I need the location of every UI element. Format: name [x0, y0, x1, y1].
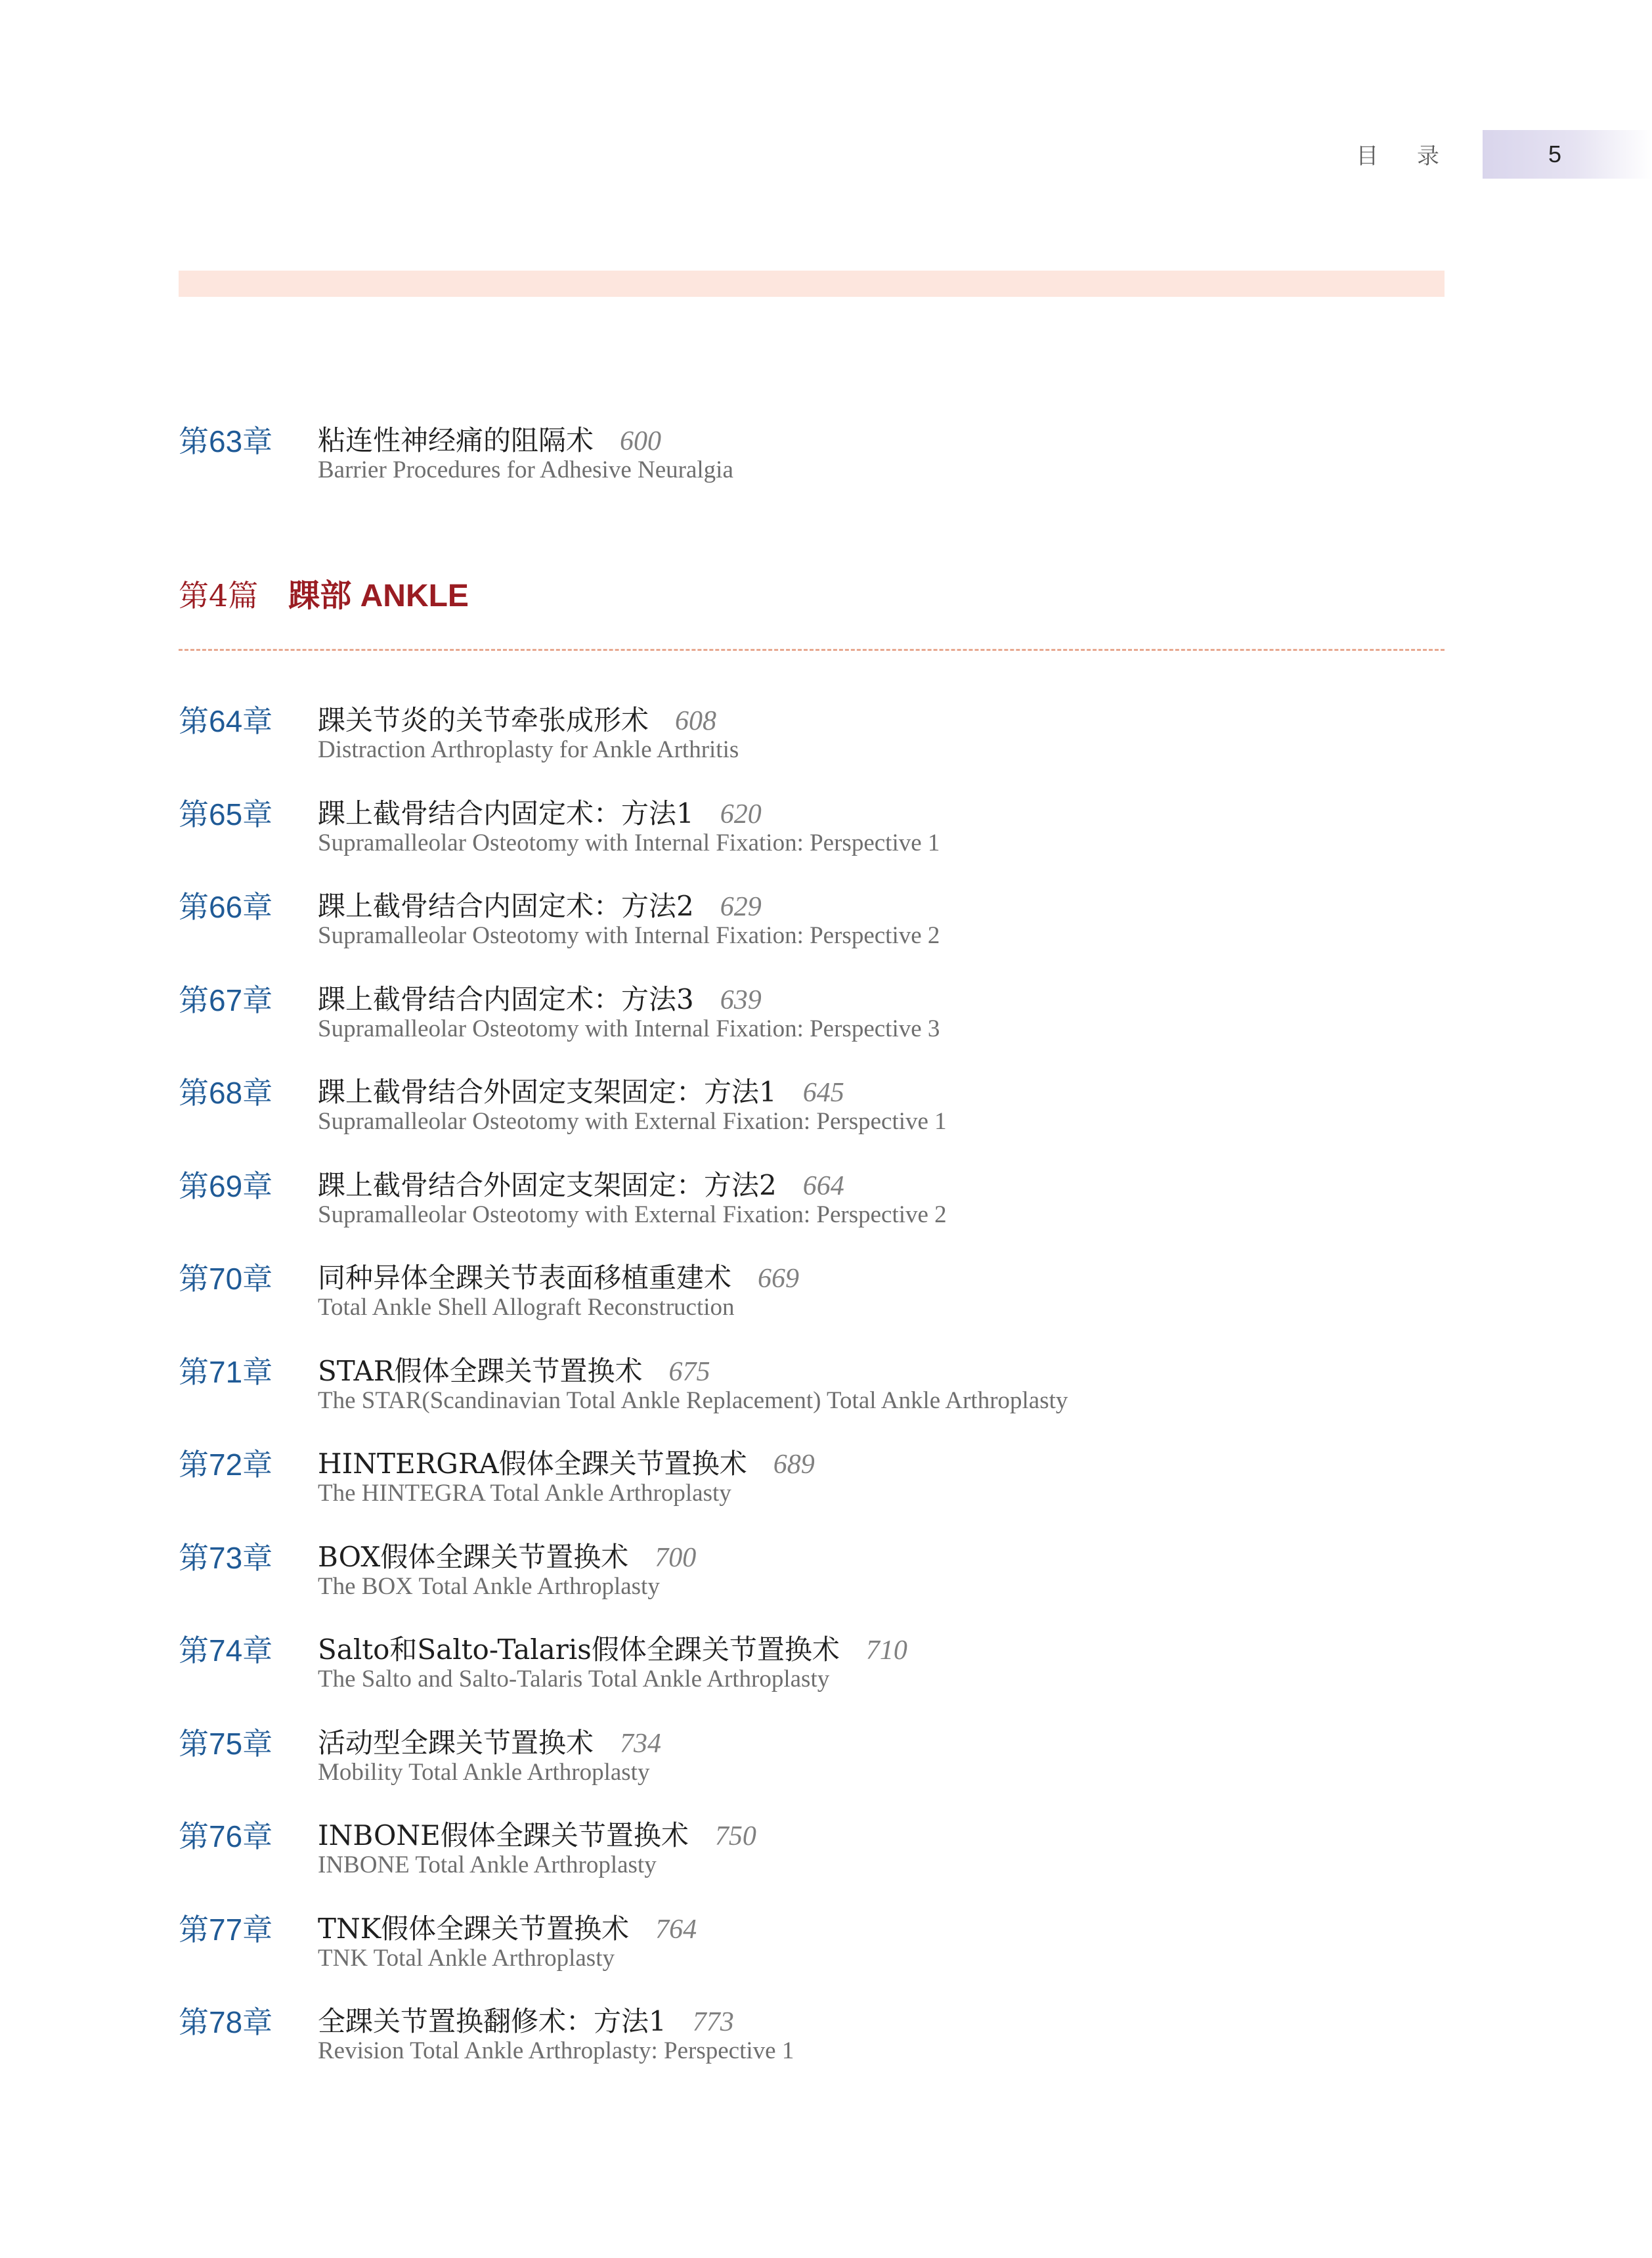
chapter-number: 第76章: [179, 1819, 273, 1853]
chapter-title: 粘连性神经痛的阻隔术: [318, 424, 594, 456]
chapter-title-line: [318, 1721, 661, 1761]
toc-entry[interactable]: [179, 1069, 1426, 1148]
chapter-number: 第73章: [179, 1541, 273, 1575]
chapter-title-line: [318, 699, 716, 738]
chapter-title-line: [318, 792, 762, 831]
chapter-title: Salto和Salto-Talaris假体全踝关节置换术: [318, 1633, 840, 1666]
chapter-title: STAR假体全踝关节置换术: [318, 1355, 643, 1387]
toc-entry[interactable]: [179, 1441, 1426, 1520]
chapter-subtitle: The HINTEGRA Total Ankle Arthroplasty: [318, 1480, 731, 1507]
chapter-title-line: [318, 1256, 799, 1296]
chapter-title-line: [318, 1628, 907, 1668]
toc-entry[interactable]: [179, 1255, 1426, 1334]
chapter-title: BOX假体全踝关节置换术: [318, 1541, 629, 1573]
chapter-title-line: [318, 1071, 844, 1110]
page-reference: 600: [620, 426, 662, 456]
chapter-title: 活动型全踝关节置换术: [318, 1727, 594, 1759]
chapter-number: 第66章: [179, 890, 273, 924]
toc-entry[interactable]: [179, 1348, 1426, 1427]
chapter-subtitle: The BOX Total Ankle Arthroplasty: [318, 1573, 660, 1600]
page-reference: 629: [720, 892, 762, 922]
chapter-number: 第74章: [179, 1633, 273, 1668]
chapter-subtitle: Mobility Total Ankle Arthroplasty: [318, 1759, 650, 1786]
chapter-number: 第69章: [179, 1169, 273, 1203]
header-title: 目 录: [1356, 143, 1455, 169]
chapter-title-line: [318, 2000, 734, 2039]
chapter-number: 第77章: [179, 1913, 273, 1947]
chapter-number: 第65章: [179, 797, 273, 831]
chapter-subtitle: INBONE Total Ankle Arthroplasty: [318, 1851, 657, 1878]
part-title: 踝部 ANKLE: [288, 579, 469, 613]
toc-entry[interactable]: [179, 977, 1426, 1055]
chapter-title-line: [318, 1442, 815, 1482]
chapter-title-line: [318, 1907, 697, 1947]
toc-entry[interactable]: [179, 418, 1426, 497]
chapter-number: 第70章: [179, 1262, 273, 1296]
chapter-title-line: [318, 978, 762, 1017]
chapter-subtitle: TNK Total Ankle Arthroplasty: [318, 1945, 615, 1972]
page-reference: 700: [655, 1543, 697, 1573]
chapter-number: 第75章: [179, 1727, 273, 1761]
page-reference: 764: [655, 1915, 697, 1945]
page-header: [0, 0, 1652, 197]
chapter-title: 踝上截骨结合内固定术：方法3: [318, 983, 694, 1015]
toc-entry[interactable]: [179, 791, 1426, 870]
chapter-subtitle: Supramalleolar Osteotomy with External Fixation: Perspective 1: [318, 1108, 947, 1135]
chapter-subtitle: The STAR(Scandinavian Total Ankle Replacement) Total Ankle Arthroplasty: [318, 1387, 1068, 1414]
chapter-title: 踝上截骨结合外固定支架固定：方法2: [318, 1169, 777, 1201]
page-reference: 710: [865, 1635, 907, 1666]
part-label: 第4篇: [179, 578, 259, 613]
chapter-title: 踝上截骨结合外固定支架固定：方法1: [318, 1076, 777, 1108]
toc-entry[interactable]: [179, 1906, 1426, 1985]
chapter-title: 全踝关节置换翻修术：方法1: [318, 2005, 666, 2037]
chapter-title: 踝上截骨结合内固定术：方法2: [318, 890, 694, 922]
chapter-title: INBONE假体全踝关节置换术: [318, 1819, 689, 1851]
chapter-title: 同种异体全踝关节表面移植重建术: [318, 1262, 732, 1294]
toc-entry[interactable]: [179, 1999, 1426, 2077]
chapter-subtitle: The Salto and Salto-Talaris Total Ankle Arthroplasty: [318, 1666, 830, 1693]
chapter-subtitle: Revision Total Ankle Arthroplasty: Perspective 1: [318, 2037, 794, 2064]
chapter-title-line: [318, 1814, 756, 1853]
chapter-subtitle: Distraction Arthroplasty for Ankle Arthritis: [318, 736, 739, 763]
page-reference: 620: [720, 799, 762, 830]
page-reference: 645: [802, 1078, 844, 1108]
page-number: 5: [1548, 141, 1562, 167]
chapter-title: 踝关节炎的关节牵张成形术: [318, 704, 649, 736]
chapter-number: 第78章: [179, 2005, 273, 2039]
toc-entry[interactable]: [179, 1627, 1426, 1706]
page-reference: 664: [802, 1171, 844, 1201]
chapter-subtitle: Supramalleolar Osteotomy with External Fixation: Perspective 2: [318, 1201, 947, 1228]
part-heading: [179, 570, 469, 616]
chapter-title-line: [318, 1164, 844, 1203]
chapter-title-line: [318, 885, 762, 924]
chapter-title: 踝上截骨结合内固定术：方法1: [318, 797, 694, 830]
chapter-number: 第68章: [179, 1076, 273, 1110]
toc-entry[interactable]: [179, 1162, 1426, 1241]
page-reference: 675: [668, 1357, 710, 1387]
page-reference: 669: [758, 1264, 800, 1294]
chapter-title-line: [318, 1350, 710, 1389]
chapter-subtitle: Total Ankle Shell Allograft Reconstruction: [318, 1294, 735, 1321]
page-reference: 750: [714, 1821, 756, 1851]
chapter-subtitle: Supramalleolar Osteotomy with Internal Fixation: Perspective 1: [318, 830, 940, 856]
chapter-title-line: [318, 419, 661, 458]
page-reference: 639: [720, 985, 762, 1015]
toc-entry[interactable]: [179, 697, 1426, 776]
page-number-tab: [1483, 130, 1652, 179]
toc-entry[interactable]: [179, 1534, 1426, 1613]
toc-entry[interactable]: [179, 1813, 1426, 1892]
page-reference: 608: [675, 706, 717, 736]
chapter-subtitle: Supramalleolar Osteotomy with Internal Fixation: Perspective 3: [318, 1015, 940, 1042]
chapter-title: HINTERGRA假体全踝关节置换术: [318, 1448, 747, 1480]
toc-entry[interactable]: [179, 1720, 1426, 1799]
chapter-number: 第72章: [179, 1448, 273, 1482]
toc-entry[interactable]: [179, 883, 1426, 962]
part-divider: [179, 649, 1445, 651]
chapter-subtitle: Supramalleolar Osteotomy with Internal Fixation: Perspective 2: [318, 922, 940, 949]
chapter-subtitle: Barrier Procedures for Adhesive Neuralgia: [318, 456, 733, 483]
chapter-title-line: [318, 1536, 696, 1575]
chapter-number: 第71章: [179, 1355, 273, 1389]
chapter-number: 第63章: [179, 424, 273, 458]
chapter-number: 第64章: [179, 704, 273, 738]
chapter-title: TNK假体全踝关节置换术: [318, 1913, 630, 1945]
chapter-number: 第67章: [179, 983, 273, 1017]
decorative-band: [179, 271, 1445, 297]
page-reference: 734: [620, 1729, 662, 1759]
page-reference: 689: [773, 1450, 815, 1480]
page-reference: 773: [692, 2007, 734, 2037]
